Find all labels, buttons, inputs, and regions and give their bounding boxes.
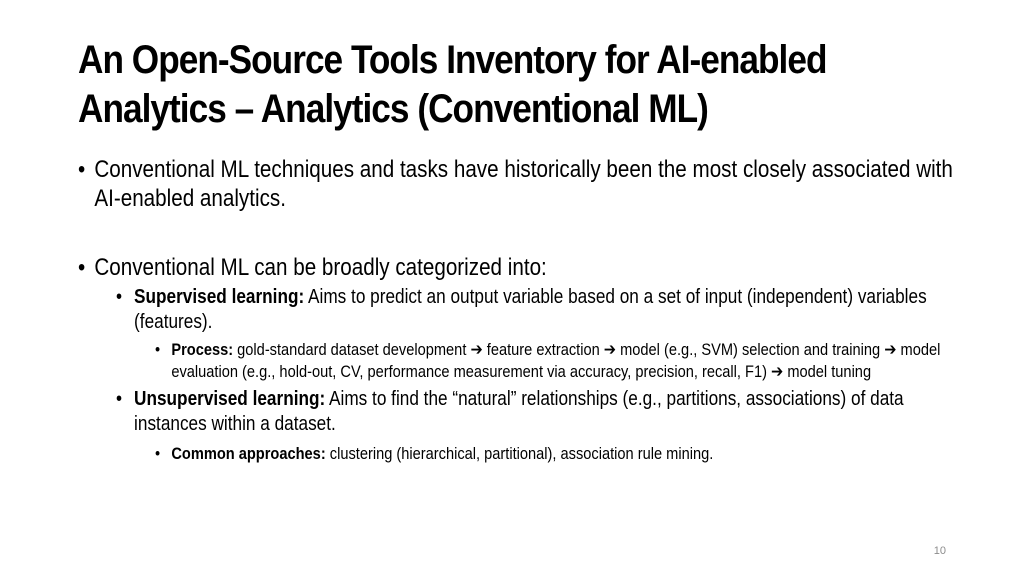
bullet-process (155, 339, 971, 383)
bullet-common-approaches (155, 443, 971, 464)
unsupervised-label: Unsupervised learning: (134, 388, 326, 410)
bullet-dot: • (78, 254, 86, 281)
process-label: Process: (171, 340, 234, 359)
arrow-right-icon: ➔ (470, 340, 483, 360)
bullet-unsupervised-learning (116, 387, 930, 437)
bullet-text: Conventional ML techniques and tasks have historically been the most closely associated with AI-enabled analytics. (94, 156, 953, 212)
arrow-right-icon: ➔ (884, 340, 897, 360)
spacer (78, 213, 978, 253)
bullet-text: Conventional ML can be broadly categorized into: (94, 254, 547, 281)
arrow-right-icon: ➔ (771, 362, 784, 382)
unsupervised-text: Aims to find the “natural” relationships (e.g., partitions, associations) of data instances within a dataset. (134, 388, 904, 435)
process-seg-2: feature extraction (482, 340, 604, 359)
bullet-supervised-learning (116, 285, 930, 335)
process-seg-5: model tuning (783, 362, 872, 381)
page-number: 10 (933, 545, 946, 557)
common-approaches-label: Common approaches: (171, 444, 326, 463)
slide-body (78, 155, 978, 464)
process-seg-3: model (e.g., SVM) selection and training (616, 340, 885, 359)
supervised-label: Supervised learning: (134, 286, 305, 308)
bullet-conventional-ml-history (78, 155, 963, 213)
process-seg-1: gold-standard dataset development (233, 340, 471, 359)
process-seg-4: model evaluation (e.g., hold-out, CV, performance measurement via accuracy, precision, recall, F1) (171, 340, 941, 381)
bullet-dot: • (155, 340, 161, 359)
title-line-1: An Open-Source Tools Inventory for AI-enabled (78, 38, 827, 82)
arrow-right-icon: ➔ (603, 340, 617, 360)
bullet-dot: • (155, 444, 161, 463)
slide-title (78, 36, 870, 134)
common-approaches-text: clustering (hierarchical, partitional), association rule mining. (325, 444, 714, 463)
bullet-conventional-ml-categories (78, 253, 963, 282)
supervised-text: Aims to predict an output variable based on a set of input (independent) variables (features). (134, 286, 927, 333)
bullet-dot: • (116, 286, 123, 308)
bullet-dot: • (78, 156, 86, 183)
title-line-2: Analytics – Analytics (Conventional ML) (78, 87, 708, 131)
bullet-dot: • (116, 388, 123, 410)
